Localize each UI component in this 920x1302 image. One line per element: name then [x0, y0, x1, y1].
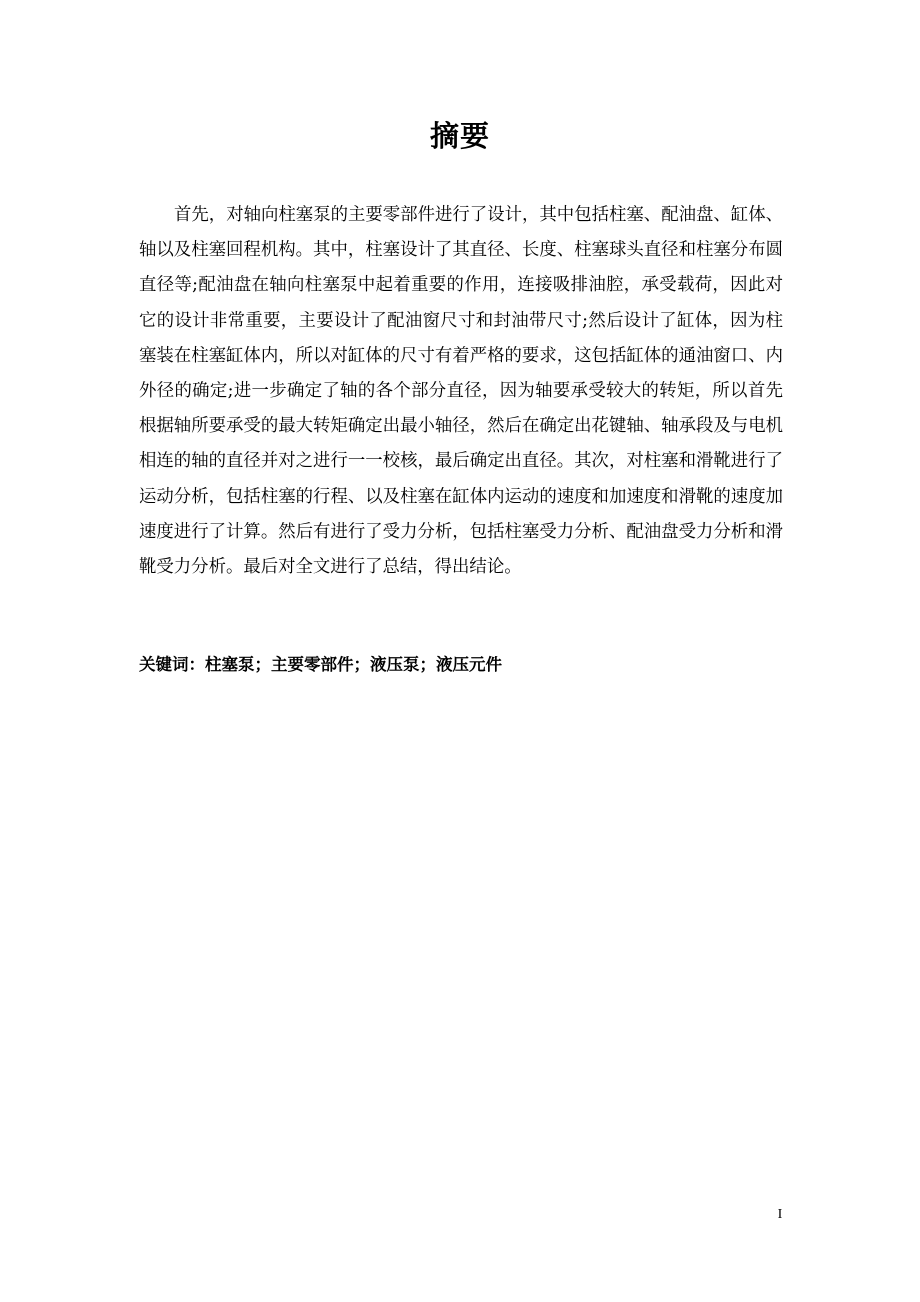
page-title: 摘要 — [429, 119, 490, 153]
page-number: I — [777, 1207, 783, 1222]
keywords-line: 关键词：柱塞泵；主要零部件；液压泵；液压元件 — [139, 655, 502, 674]
abstract-paragraph: 首先，对轴向柱塞泵的主要零部件进行了设计，其中包括柱塞、配油盘、缸体、轴以及柱塞回程机构。其中，柱塞设计了其直径、长度、柱塞球头直径和柱塞分布圆直径等;配油盘在轴向柱塞泵中起着重要的作用，连接吸排油腔，承受载荷，因此对它的设计非常重要，主要设计了配油窗尺寸和封油带尺寸;然后设计了缸体，因为柱塞装在柱塞缸体内，所以对缸体的尺寸有着严格的要求，这包括缸体的通油窗口、内外径的确定;进一步确定了轴的各个部分直径，因为轴要承受较大的转矩，所以首先根据轴所要承受的最大转矩确定出最小轴径，然后在确定出花键轴、轴承段及与电机相连的轴的直径并对之进行一一校核，最后确定出直径。其次，对柱塞和滑靴进行了运动分析，包括柱塞的行程、以及柱塞在缸体内运动的速度和加速度和滑靴的速度加速度进行了计算。然后有进行了受力分析，包括柱塞受力分析、配油盘受力分析和滑靴受力分析。最后对全文进行了总结，得出结论。 — [139, 205, 783, 578]
